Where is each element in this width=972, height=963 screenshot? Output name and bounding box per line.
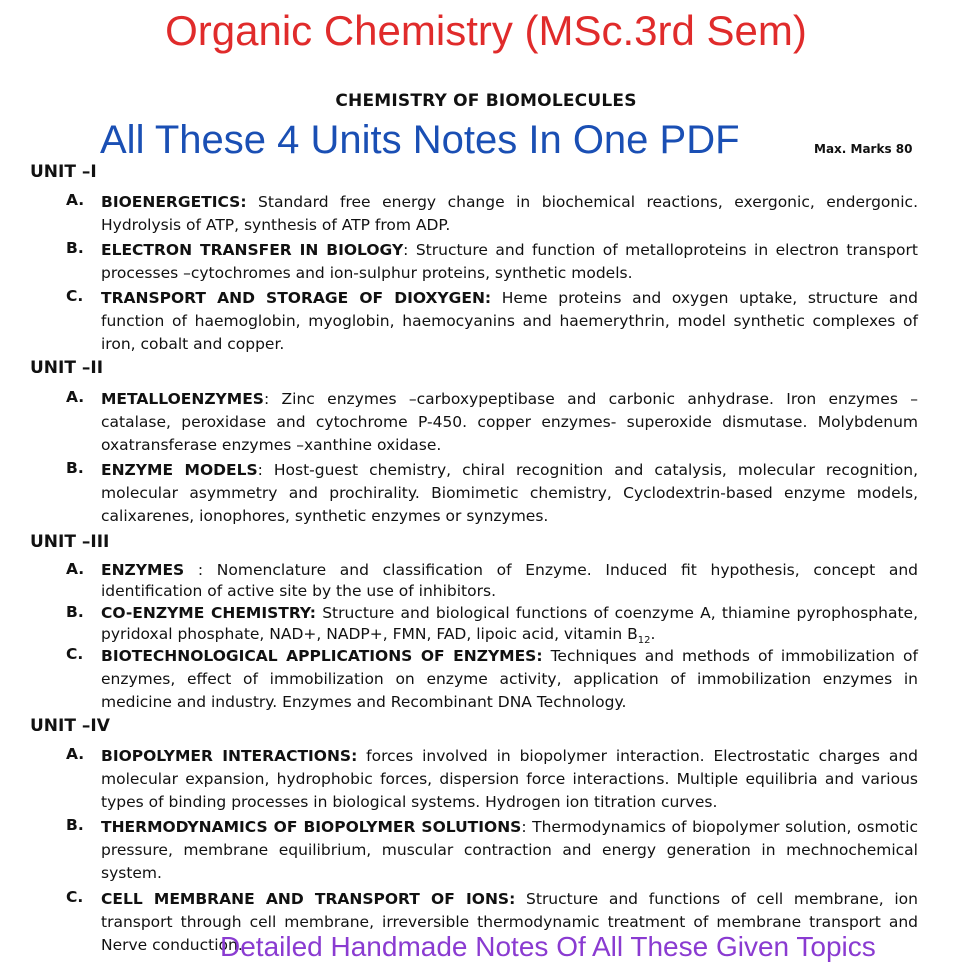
item-title: BIOTECHNOLOGICAL APPLICATIONS OF ENZYMES: — [101, 647, 543, 665]
item-title: ENZYMES — [101, 561, 185, 579]
item-body — [101, 239, 918, 285]
item-body — [101, 388, 918, 457]
item-subscript: 12 — [637, 635, 651, 647]
item-letter: B. — [66, 603, 84, 621]
item-title: BIOPOLYMER INTERACTIONS: — [101, 747, 358, 765]
item-body — [101, 603, 918, 651]
item-text: forces involved in biopolymer interaction. Electrostatic charges and molecular expansion, hydrophobic forces, dispersion force interactions. Multiple equilibria and various types of binding processes in biological systems. Hydrogen ion titration curves. — [101, 747, 918, 811]
item-letter: B. — [66, 239, 84, 257]
unit-heading-4: UNIT –IV — [30, 716, 110, 736]
max-marks-label: Max. Marks 80 — [814, 142, 913, 156]
item-title: TRANSPORT AND STORAGE OF DIOXYGEN: — [101, 289, 492, 307]
unit-heading-3: UNIT –III — [30, 532, 110, 552]
item-title: THERMODYNAMICS OF BIOPOLYMER SOLUTIONS — [101, 818, 522, 836]
banner-top-title: Organic Chemistry (MSc.3rd Sem) — [165, 7, 807, 54]
document-title: CHEMISTRY OF BIOMOLECULES — [335, 91, 637, 111]
item-text: Standard free energy change in biochemical reactions, exergonic, endergonic. Hydrolysis of ATP, synthesis of ATP from ADP. — [101, 193, 918, 234]
item-letter: A. — [66, 560, 85, 578]
item-title: ELECTRON TRANSFER IN BIOLOGY — [101, 241, 404, 259]
item-letter: A. — [66, 388, 85, 406]
item-title: CELL MEMBRANE AND TRANSPORT OF IONS: — [101, 890, 516, 908]
item-letter: B. — [66, 459, 84, 477]
item-letter: C. — [66, 287, 84, 305]
item-letter: B. — [66, 816, 84, 834]
item-body — [101, 191, 918, 237]
item-title: BIOENERGETICS: — [101, 193, 247, 211]
banner-bottom-text: Detailed Handmade Notes Of All These Given Topics — [220, 931, 876, 962]
item-letter: A. — [66, 191, 85, 209]
item-text: Heme proteins and oxygen uptake, structure and function of haemoglobin, myoglobin, haemocyanins and haemerythrin, model synthetic complexes of iron, cobalt and copper. — [101, 289, 918, 353]
item-text: Structure and functions of cell membrane, ion transport through cell membrane, irreversible thermodynamic treatment of membrane transport and Nerve conduction. — [101, 890, 918, 954]
item-body — [101, 745, 918, 814]
item-letter: C. — [66, 888, 84, 906]
banner-middle-text: All These 4 Units Notes In One PDF — [100, 118, 740, 162]
item-letter: C. — [66, 645, 84, 663]
unit-heading-2: UNIT –II — [30, 358, 104, 378]
item-body — [101, 645, 918, 714]
item-body — [101, 459, 918, 528]
item-title: METALLOENZYMES — [101, 390, 264, 408]
item-title: ENZYME MODELS — [101, 461, 258, 479]
item-suffix: . — [650, 625, 656, 643]
item-letter: A. — [66, 745, 85, 763]
item-text: : Structure and function of metalloproteins in electron transport processes –cytochromes and ion-sulphur proteins, synthetic models. — [101, 241, 918, 282]
item-body — [101, 287, 918, 356]
item-title: CO-ENZYME CHEMISTRY: — [101, 604, 316, 622]
item-body — [101, 816, 918, 885]
unit-heading-1: UNIT –I — [30, 162, 97, 182]
item-text: : Nomenclature and classification of Enzyme. Induced fit hypothesis, concept and identification of active site by the use of inhibitors. — [101, 561, 918, 600]
item-text: : Host-guest chemistry, chiral recognition and catalysis, molecular recognition, molecular asymmetry and prochirality. Biomimetic chemistry, Cyclodextrin-based enzyme models, calixarenes, ionophores, synthetic enzymes or synzymes. — [101, 461, 919, 525]
item-text: : Zinc enzymes –carboxypeptibase and carbonic anhydrase. Iron enzymes – catalase, peroxidase and cytochrome P-450. copper enzymes- superoxide dismutase. Molybdenum oxatransferase enzymes –xanthine oxidase. — [101, 390, 918, 454]
item-text: : Thermodynamics of biopolymer solution, osmotic pressure, membrane equilibrium, muscular contraction and energy generation in mechnochemical system. — [101, 818, 918, 882]
item-text: Techniques and methods of immobilization of enzymes, effect of immobilization on enzyme activity, application of immobilization enzymes in medicine and industry. Enzymes and Recombinant DNA Technology. — [101, 647, 918, 711]
item-text: Structure and biological functions of coenzyme A, thiamine pyrophosphate, pyridoxal phosphate, NAD+, NADP+, FMN, FAD, lipoic acid, vitamin B — [101, 604, 918, 643]
item-body — [101, 560, 918, 602]
